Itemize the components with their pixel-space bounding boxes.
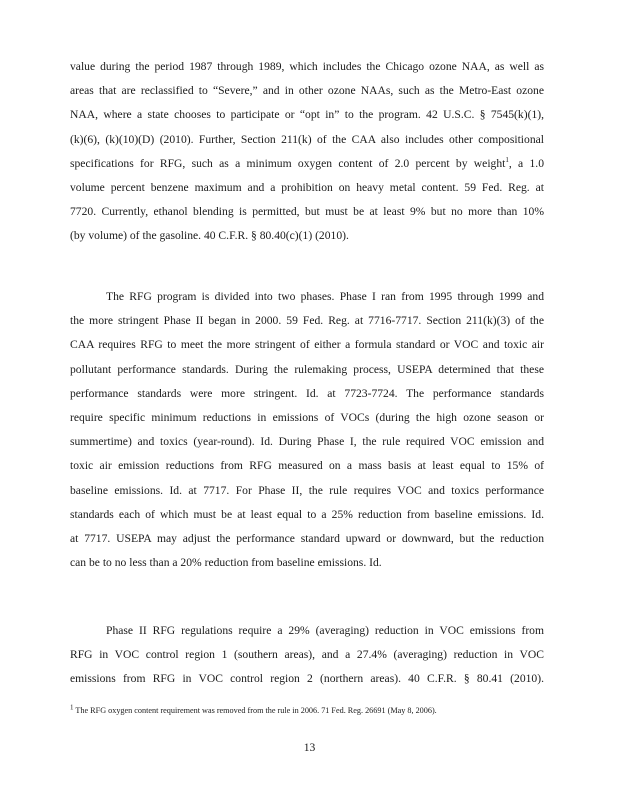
footnote-text: The RFG oxygen content requirement was removed from the rule in 2006. 71 Fed. Reg. 26691 (May 8, 2006). [73,706,437,715]
paragraph-line: baseline emissions. Id. at 7717. For Phase II, the rule requires VOC and toxics performance [70,483,544,497]
paragraph-1 [70,55,544,249]
paragraph-line: RFG in VOC control region 1 (southern areas), and a 27.4% (averaging) reduction in VOC [70,648,544,662]
paragraph-line: NAA, where a state chooses to participate or “opt in” to the program. 42 U.S.C. § 7545(k)(1), [70,108,544,122]
footnote-reference: 1 [505,155,509,164]
paragraph-line: pollutant performance standards. During the rulemaking process, USEPA determined that these [70,362,544,376]
footnote [70,705,544,717]
paragraph-line: (by volume) of the gasoline. 40 C.F.R. § 80.40(c)(1) (2010). [70,229,349,243]
paragraph-line: summertime) and toxics (year-round). Id. During Phase I, the rule required VOC emission and [70,435,544,449]
paragraph-line-text: specifications for RFG, such as a minimum oxygen content of 2.0 percent by weight [70,156,506,170]
paragraph-3 [70,619,544,692]
paragraph-line: volume percent benzene maximum and a prohibition on heavy metal content. 59 Fed. Reg. at [70,181,544,195]
footnote-marker: 1 [70,703,74,712]
paragraph-line: 7720. Currently, ethanol blending is permitted, but must be at least 9% but no more than 10% [70,205,544,219]
paragraph-line: the more stringent Phase II began in 2000. 59 Fed. Reg. at 7716-7717. Section 211(k)(3) of the [70,314,544,328]
paragraph-line: can be to no less than a 20% reduction from baseline emissions. Id. [70,556,382,570]
paragraph-line: (k)(6), (k)(10)(D) (2010). Further, Section 211(k) of the CAA also includes other compositional [70,132,544,146]
paragraph-line: The RFG program is divided into two phases. Phase I ran from 1995 through 1999 and [106,290,544,303]
paragraph-line-with-footnote [70,152,544,176]
paragraph-line: toxic air emission reductions from RFG measured on a mass basis at least equal to 15% of [70,459,544,473]
paragraph-2 [70,285,544,575]
paragraph-line: CAA requires RFG to meet the more stringent of either a formula standard or VOC and toxic air [70,338,544,352]
paragraph-line: standards each of which must be at least equal to a 25% reduction from baseline emissions. Id. [70,507,544,521]
paragraph-line: emissions from RFG in VOC control region 2 (northern areas). 40 C.F.R. § 80.41 (2010). [70,672,544,686]
paragraph-line: value during the period 1987 through 1989, which includes the Chicago ozone NAA, as well as [70,60,544,73]
paragraph-line: performance standards were more stringent. Id. at 7723-7724. The performance standards [70,386,544,400]
paragraph-line: Phase II RFG regulations require a 29% (averaging) reduction in VOC emissions from [106,624,544,637]
paragraph-line: areas that are reclassified to “Severe,” and in other ozone NAAs, such as the Metro-East ozone [70,84,544,98]
paragraph-line: require specific minimum reductions in emissions of VOCs (during the high ozone season or [70,411,544,425]
paragraph-line-tail: , a 1.0 [508,156,544,170]
page-number: 13 [303,741,316,754]
paragraph-line: at 7717. USEPA may adjust the performance standard upward or downward, but the reduction [70,532,544,546]
